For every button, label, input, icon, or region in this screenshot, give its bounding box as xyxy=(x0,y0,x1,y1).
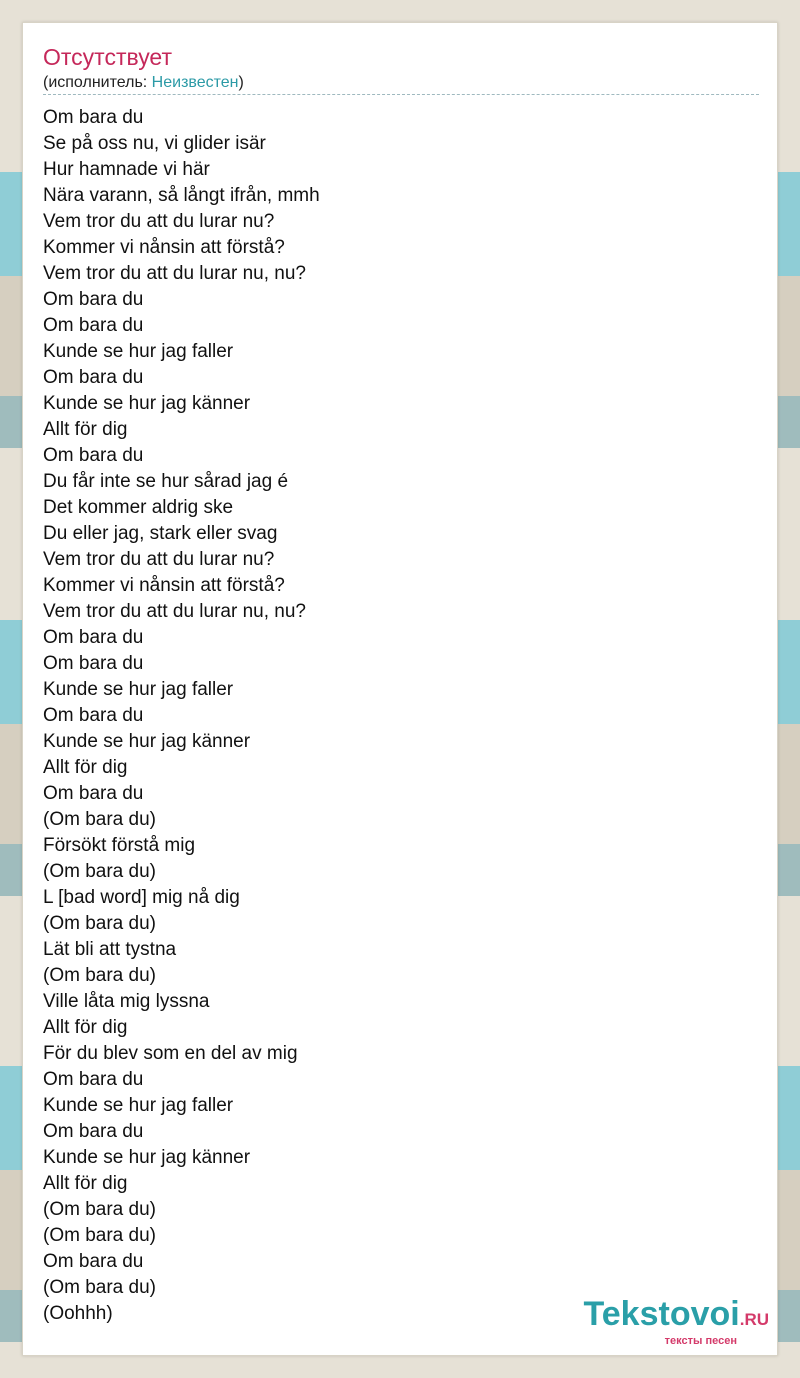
lyric-line: Om bara du xyxy=(43,107,144,128)
lyric-line: (Oohhh) xyxy=(43,1303,113,1324)
lyric-line: Kunde se hur jag känner xyxy=(43,731,251,752)
lyric-line: Om bara du xyxy=(43,1121,144,1142)
lyric-line: Om bara du xyxy=(43,705,144,726)
lyric-line: Du eller jag, stark eller svag xyxy=(43,523,278,544)
lyric-line: (Om bara du) xyxy=(43,1199,156,1220)
lyric-line: (Om bara du) xyxy=(43,1225,156,1246)
lyric-line: Allt för dig xyxy=(43,757,128,778)
lyric-line: (Om bara du) xyxy=(43,913,156,934)
artist-suffix: ) xyxy=(238,74,244,91)
logo-wordmark: Tekstovoi xyxy=(583,1295,740,1333)
title-divider xyxy=(43,94,759,95)
lyrics-card xyxy=(22,22,778,1356)
lyric-line: Lät bli att tystna xyxy=(43,939,177,960)
lyric-line: Nära varann, så långt ifrån, mmh xyxy=(43,185,320,206)
tekstovoi-logo[interactable] xyxy=(584,1297,769,1347)
lyric-line: Om bara du xyxy=(43,653,144,674)
lyric-line: Om bara du xyxy=(43,315,144,336)
lyric-line: Om bara du xyxy=(43,445,144,466)
lyric-line: Hur hamnade vi här xyxy=(43,159,210,180)
lyric-line: Allt för dig xyxy=(43,1173,128,1194)
lyric-line: Kunde se hur jag faller xyxy=(43,341,234,362)
lyric-line: L [bad word] mig nå dig xyxy=(43,887,240,908)
lyric-line: Försökt förstå mig xyxy=(43,835,196,856)
lyric-line: Om bara du xyxy=(43,367,144,388)
lyric-line: Vem tror du att du lurar nu? xyxy=(43,211,275,232)
logo-tagline: тексты песен xyxy=(664,1335,737,1347)
lyric-line: Ville låta mig lyssna xyxy=(43,991,210,1012)
lyric-line: Du får inte se hur sårad jag é xyxy=(43,471,289,492)
lyric-line: Om bara du xyxy=(43,627,144,648)
lyric-line: Om bara du xyxy=(43,289,144,310)
lyric-line: Kommer vi nånsin att förstå? xyxy=(43,575,285,596)
lyric-line: Vem tror du att du lurar nu, nu? xyxy=(43,263,306,284)
song-title: Отсутствует xyxy=(43,44,172,70)
logo-tld: .RU xyxy=(739,1310,769,1329)
lyric-line: Kunde se hur jag faller xyxy=(43,1095,234,1116)
lyric-line: Om bara du xyxy=(43,1251,144,1272)
lyric-line: För du blev som en del av mig xyxy=(43,1043,298,1064)
lyric-line: Om bara du xyxy=(43,1069,144,1090)
lyric-line: (Om bara du) xyxy=(43,1277,156,1298)
lyric-line: Det kommer aldrig ske xyxy=(43,497,234,518)
lyric-line: Kunde se hur jag känner xyxy=(43,393,251,414)
lyric-line: Se på oss nu, vi glider isär xyxy=(43,133,266,154)
lyric-line: (Om bara du) xyxy=(43,965,156,986)
lyric-line: (Om bara du) xyxy=(43,861,156,882)
artist-link[interactable]: Неизвестен xyxy=(151,74,239,91)
lyric-line: Om bara du xyxy=(43,783,144,804)
lyric-line: Vem tror du att du lurar nu, nu? xyxy=(43,601,306,622)
lyric-line: Kunde se hur jag faller xyxy=(43,679,234,700)
lyric-line: Vem tror du att du lurar nu? xyxy=(43,549,275,570)
lyrics-text xyxy=(43,105,320,1327)
lyric-line: Allt för dig xyxy=(43,419,128,440)
lyric-line: Allt för dig xyxy=(43,1017,128,1038)
lyric-line: (Om bara du) xyxy=(43,809,156,830)
artist-prefix: (исполнитель: xyxy=(43,74,152,91)
lyric-line: Kunde se hur jag känner xyxy=(43,1147,251,1168)
lyric-line: Kommer vi nånsin att förstå? xyxy=(43,237,285,258)
artist-line xyxy=(43,73,244,93)
